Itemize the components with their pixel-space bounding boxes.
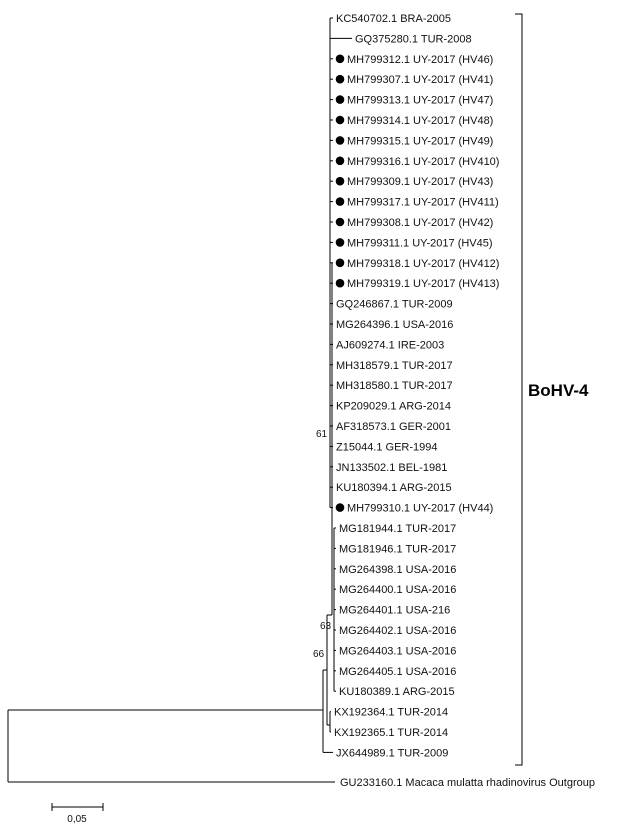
sample-marker-icon xyxy=(336,197,345,206)
taxon-label: MH799308.1 UY-2017 (HV42) xyxy=(347,217,494,229)
sample-marker-icon xyxy=(336,259,345,268)
taxon-label: MG264400.1 USA-2016 xyxy=(339,584,457,597)
taxon-label: MH799309.1 UY-2017 (HV43) xyxy=(347,176,494,189)
taxon-label: MG264396.1 USA-2016 xyxy=(336,319,454,331)
taxon-label: KX192364.1 TUR-2014 xyxy=(334,706,449,719)
taxon-label: MG264401.1 USA-216 xyxy=(339,604,451,617)
taxon-label: MG264403.1 USA-2016 xyxy=(339,645,457,658)
taxon-label: JN133502.1 BEL-1981 xyxy=(336,461,448,474)
taxon-label: GQ246867.1 TUR-2009 xyxy=(336,298,453,311)
sample-marker-icon xyxy=(336,157,345,166)
sample-marker-icon xyxy=(336,218,345,227)
taxon-label: MH799313.1 UY-2017 (HV47) xyxy=(347,94,494,107)
taxon-label: KC540702.1 BRA-2005 xyxy=(336,13,451,25)
taxon-label: MH799312.1 UY-2017 (HV46) xyxy=(347,53,494,66)
clade-label: BoHV-4 xyxy=(528,381,589,400)
taxon-label: KP209029.1 ARG-2014 xyxy=(336,400,451,413)
taxon-label: MH318579.1 TUR-2017 xyxy=(336,359,453,372)
taxon-label: KU180389.1 ARG-2015 xyxy=(339,686,455,699)
taxon-label: AJ609274.1 IRE-2003 xyxy=(336,339,445,352)
scale-bar-label: 0,05 xyxy=(67,814,87,825)
support-value-66: 66 xyxy=(313,649,325,660)
taxon-label: MG181946.1 TUR-2017 xyxy=(339,543,457,556)
taxon-label: JX644989.1 TUR-2009 xyxy=(336,747,449,760)
taxon-label: MH799317.1 UY-2017 (HV411) xyxy=(347,196,499,209)
taxon-label: MH318580.1 TUR-2017 xyxy=(336,380,453,393)
sample-marker-icon xyxy=(336,95,345,104)
sample-marker-icon xyxy=(336,279,345,288)
sample-marker-icon xyxy=(336,238,345,247)
taxon-labels xyxy=(334,13,595,789)
support-value-61: 61 xyxy=(316,429,328,440)
taxon-label: MG264405.1 USA-2016 xyxy=(339,665,457,678)
sample-marker-icon xyxy=(336,177,345,186)
taxon-label: MH799314.1 UY-2017 (HV48) xyxy=(347,115,494,127)
support-value-63: 63 xyxy=(320,621,332,632)
taxon-label: MH799307.1 UY-2017 (HV41) xyxy=(347,74,494,87)
scale-bar xyxy=(52,803,103,811)
clade-bracket xyxy=(515,14,522,765)
taxon-label: MH799311.1 UY-2017 (HV45) xyxy=(347,237,493,250)
taxon-label: MH799315.1 UY-2017 (HV49) xyxy=(347,135,494,148)
taxon-label: MH799316.1 UY-2017 (HV410) xyxy=(347,155,500,168)
taxon-label: MH799318.1 UY-2017 (HV412) xyxy=(347,257,500,270)
taxon-label: MG181944.1 TUR-2017 xyxy=(339,523,457,535)
tree-branches xyxy=(8,18,352,782)
sample-marker-icon xyxy=(336,136,345,145)
taxon-label: Z15044.1 GER-1994 xyxy=(336,441,438,454)
sample-marker-icon xyxy=(336,503,345,512)
taxon-label: GQ375280.1 TUR-2008 xyxy=(355,33,472,46)
sample-marker-icon xyxy=(336,75,345,84)
taxon-label: KX192365.1 TUR-2014 xyxy=(334,727,449,739)
taxon-label: MH799319.1 UY-2017 (HV413) xyxy=(347,278,500,291)
taxon-label: MH799310.1 UY-2017 (HV44) xyxy=(347,502,494,515)
taxon-label: MG264402.1 USA-2016 xyxy=(339,625,457,637)
sample-marker-icon xyxy=(336,116,345,125)
taxon-label: AF318573.1 GER-2001 xyxy=(336,421,451,433)
taxon-label: KU180394.1 ARG-2015 xyxy=(336,482,452,495)
outgroup-label: GU233160.1 Macaca mulatta rhadinovirus Outgroup xyxy=(340,777,595,789)
taxon-label: MG264398.1 USA-2016 xyxy=(339,563,457,576)
sample-marker-icon xyxy=(336,55,345,64)
